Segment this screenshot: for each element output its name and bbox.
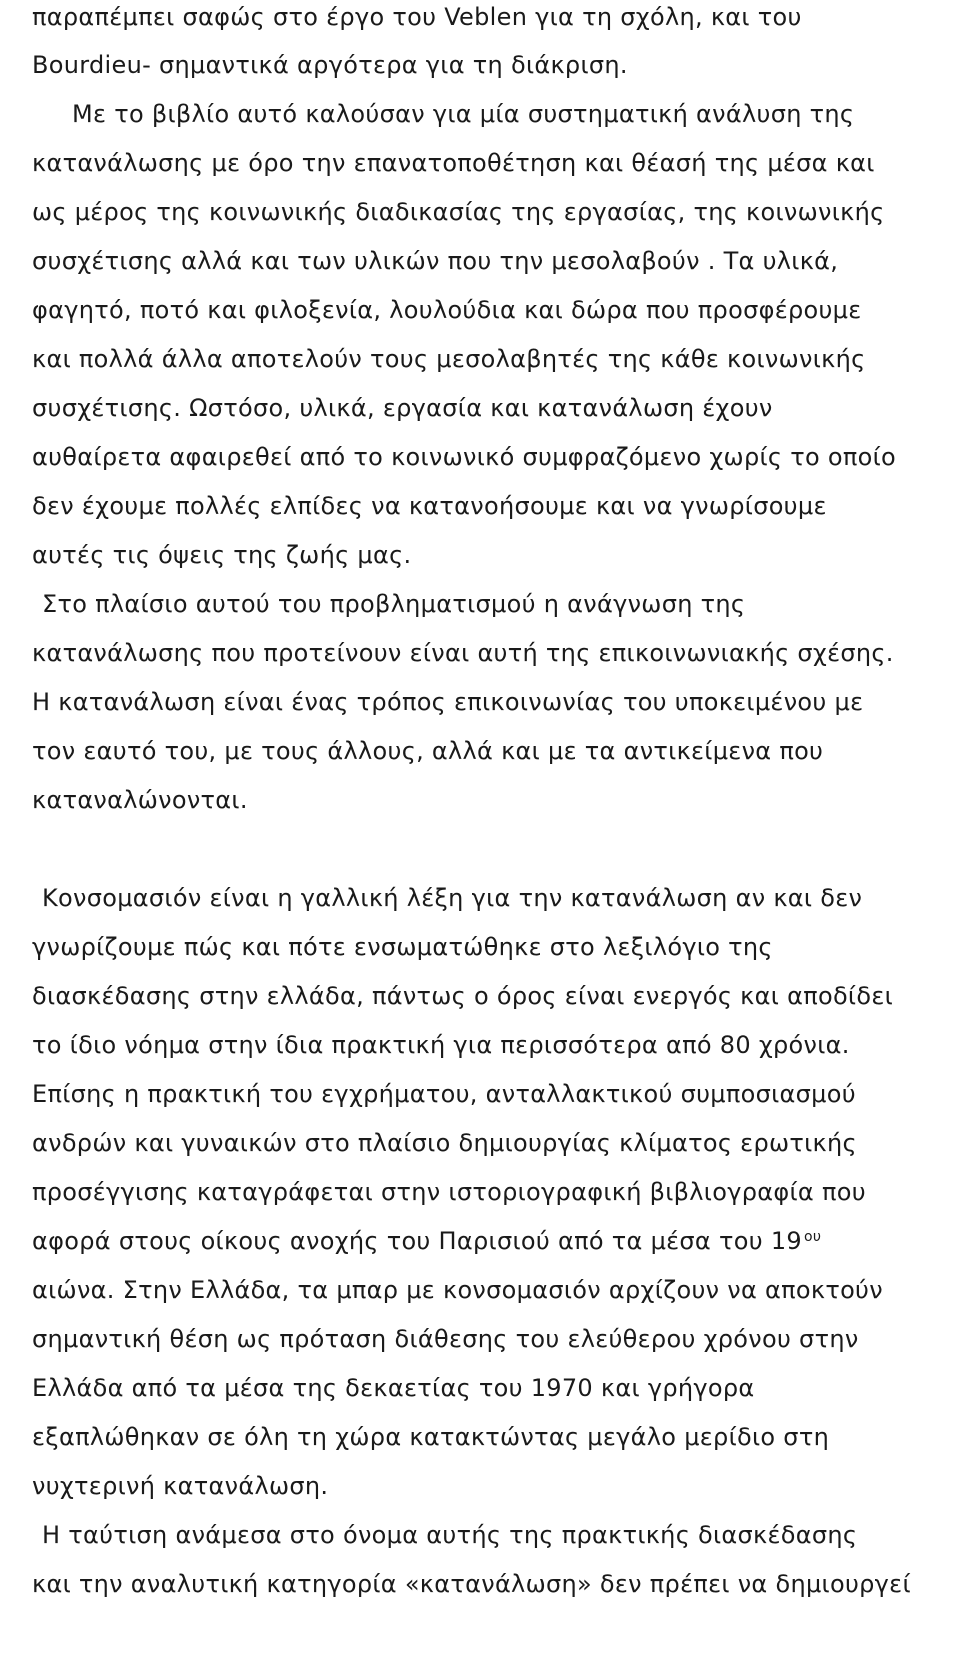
text-line: και πολλά άλλα αποτελούν τους μεσολαβητές της κάθε κοινωνικής bbox=[32, 345, 866, 373]
text-line: ως μέρος της κοινωνικής διαδικασίας της εργασίας, της κοινωνικής bbox=[32, 198, 885, 226]
text-line: αιώνα. Στην Ελλάδα, τα μπαρ με κονσομασιόν αρχίζουν να αποκτούν bbox=[32, 1276, 883, 1304]
text-line: το ίδιο νόημα στην ίδια πρακτική για περισσότερα από 80 χρόνια. bbox=[32, 1031, 850, 1059]
text-line: Στο πλαίσιο αυτού του προβληματισμού η ανάγνωση της bbox=[42, 590, 746, 618]
text-line: δεν έχουμε πολλές ελπίδες να κατανοήσουμε και να γνωρίσουμε bbox=[32, 492, 827, 520]
text-line: προσέγγισης καταγράφεται στην ιστοριογραφική βιβλιογραφία που bbox=[32, 1178, 866, 1206]
text-line: φαγητό, ποτό και φιλοξενία, λουλούδια και δώρα που προσφέρουμε bbox=[32, 296, 862, 324]
text-line: συσχέτισης. Ωστόσο, υλικά, εργασία και κατανάλωση έχουν bbox=[32, 394, 773, 422]
text-line: διασκέδασης στην ελλάδα, πάντως ο όρος είναι ενεργός και αποδίδει bbox=[32, 982, 894, 1010]
text-line: Κονσομασιόν είναι η γαλλική λέξη για την κατανάλωση αν και δεν bbox=[42, 884, 863, 912]
text-line: ανδρών και γυναικών στο πλαίσιο δημιουργίας κλίματος ερωτικής bbox=[32, 1129, 857, 1157]
text-line: κατανάλωσης που προτείνουν είναι αυτή της επικοινωνιακής σχέσης. bbox=[32, 639, 894, 667]
text-line: συσχέτισης αλλά και των υλικών που την μεσολαβούν . Τα υλικά, bbox=[32, 247, 839, 275]
text-line: αυθαίρετα αφαιρεθεί από το κοινωνικό συμφραζόμενο χωρίς το οποίο bbox=[32, 443, 896, 471]
text-line: γνωρίζουμε πώς και πότε ενσωματώθηκε στο λεξιλόγιο της bbox=[32, 933, 773, 961]
text-line: κατανάλωσης με όρο την επανατοποθέτηση και θέασή της μέσα και bbox=[32, 149, 875, 177]
text-line: αυτές τις όψεις της ζωής μας. bbox=[32, 541, 412, 569]
text-line: Ελλάδα από τα μέσα της δεκαετίας του 1970 και γρήγορα bbox=[32, 1374, 755, 1402]
superscript: ου bbox=[803, 1229, 822, 1245]
text-line: τον εαυτό του, με τους άλλους, αλλά και με τα αντικείμενα που bbox=[32, 737, 824, 765]
text-line: και την αναλυτική κατηγορία «κατανάλωση» δεν πρέπει να δημιουργεί bbox=[32, 1570, 911, 1598]
text-line: αφορά στους οίκους ανοχής του Παρισιού από τα μέσα του 19 bbox=[32, 1227, 802, 1255]
text-line: Bourdieu- σημαντικά αργότερα για τη διάκριση. bbox=[32, 51, 628, 79]
text-line: παραπέμπει σαφώς στο έργο του Veblen για τη σχόλη, και του bbox=[32, 3, 802, 31]
text-line: Η κατανάλωση είναι ένας τρόπος επικοινωνίας του υποκειμένου με bbox=[32, 688, 864, 716]
text-line-with-superscript bbox=[32, 1226, 821, 1256]
text-line: Με το βιβλίο αυτό καλούσαν για μία συστηματική ανάλυση της bbox=[72, 100, 855, 128]
text-line: νυχτερινή κατανάλωση. bbox=[32, 1472, 329, 1500]
text-line: σημαντική θέση ως πρόταση διάθεσης του ελεύθερου χρόνου στην bbox=[32, 1325, 859, 1353]
text-line: Η ταύτιση ανάμεσα στο όνομα αυτής της πρακτικής διασκέδασης bbox=[42, 1521, 858, 1549]
text-line: Επίσης η πρακτική του εγχρήματου, ανταλλακτικού συμποσιασμού bbox=[32, 1080, 856, 1108]
text-line: εξαπλώθηκαν σε όλη τη χώρα κατακτώντας μεγάλο μερίδιο στη bbox=[32, 1423, 830, 1451]
text-line: καταναλώνονται. bbox=[32, 786, 248, 814]
